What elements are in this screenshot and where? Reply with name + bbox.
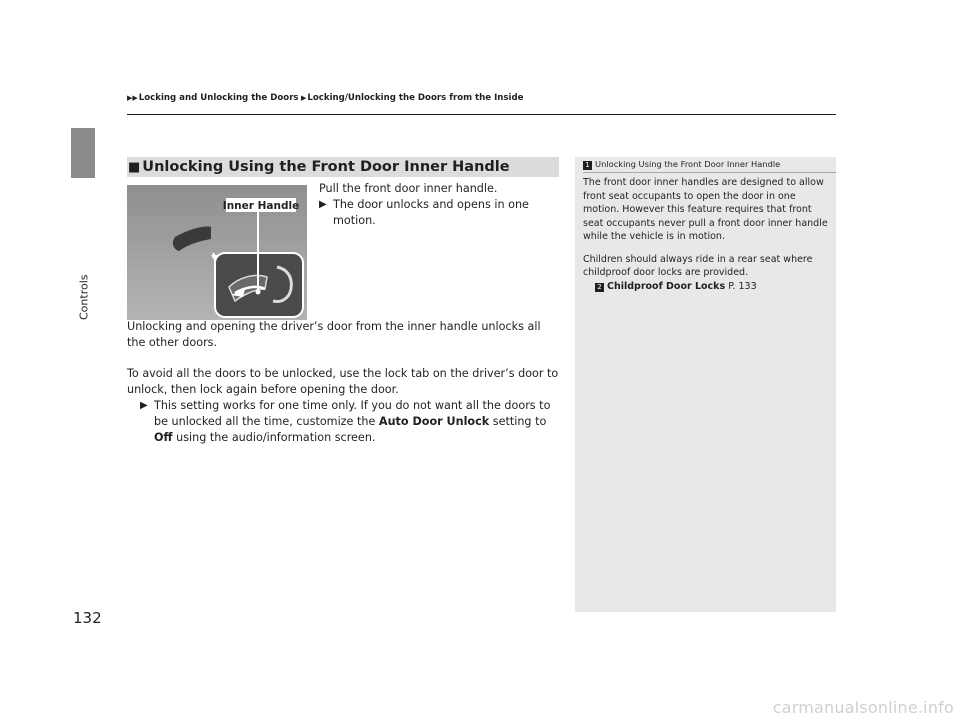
note-number-badge: 1 — [583, 161, 592, 170]
section-heading — [127, 157, 559, 177]
cross-reference-link[interactable]: 2 Childproof Door Locks P. 133 — [583, 281, 757, 292]
square-bullet-icon: ■ — [128, 159, 141, 175]
body-paragraph — [127, 366, 559, 446]
breadcrumb-arrow-icon: ▶ — [298, 94, 307, 102]
step-paragraph — [319, 181, 554, 229]
step-text: Pull the front door inner handle. — [319, 182, 498, 195]
sidebar-paragraph: The front door inner handles are designed to allow front seat occupants to open the door in one motion. However this feature requires that front seat occupants never pull a front door inner handle while the vehicle is in motion. — [583, 177, 828, 242]
result-arrow-icon: ▶ — [140, 400, 148, 411]
page-number: 132 — [73, 609, 102, 627]
result-arrow-icon: ▶ — [319, 199, 327, 210]
sidebar-title: Unlocking Using the Front Door Inner Handle — [595, 159, 781, 169]
sidebar-body — [583, 176, 831, 302]
section-title: Unlocking Using the Front Door Inner Handle — [142, 159, 510, 175]
reference-arrow-icon: 2 — [595, 283, 604, 292]
watermark: carmanualsonline.info — [772, 698, 954, 717]
chapter-label: Controls — [77, 274, 91, 320]
header-rule — [127, 114, 836, 115]
setting-value: Off — [154, 431, 173, 444]
breadcrumb-item[interactable]: Locking and Unlocking the Doors — [138, 93, 299, 103]
chapter-tab — [71, 128, 95, 178]
setting-name: Auto Door Unlock — [378, 415, 490, 428]
breadcrumb-item[interactable]: Locking/Unlocking the Doors from the Inside — [307, 93, 524, 103]
sidebar-rule — [583, 172, 836, 173]
breadcrumb — [127, 93, 523, 103]
breadcrumb-arrow-icon: ▶▶ — [127, 94, 138, 102]
sidebar-paragraph: Children should always ride in a rear seat where childproof door locks are provided. 2 Childproof Door Locks P. 133 — [583, 253, 813, 292]
door-handle-illustration — [127, 185, 307, 320]
step-result: ▶ The door unlocks and opens in one motion. — [319, 198, 529, 227]
sidebar-heading — [583, 159, 780, 170]
setting-note: ▶ This setting works for one time only. If you do not want all the doors to be unlocked all the time, customize the Auto Door Unlock setting to Off using the audio/information screen. — [140, 399, 551, 444]
body-paragraph: Unlocking and opening the driver’s door from the inner handle unlocks all the other doors. — [127, 320, 541, 349]
callout-label: Inner Handle — [222, 200, 300, 212]
paragraph-text: To avoid all the doors to be unlocked, use the lock tab on the driver’s door to unlock, then lock again before opening the door. — [127, 367, 559, 396]
